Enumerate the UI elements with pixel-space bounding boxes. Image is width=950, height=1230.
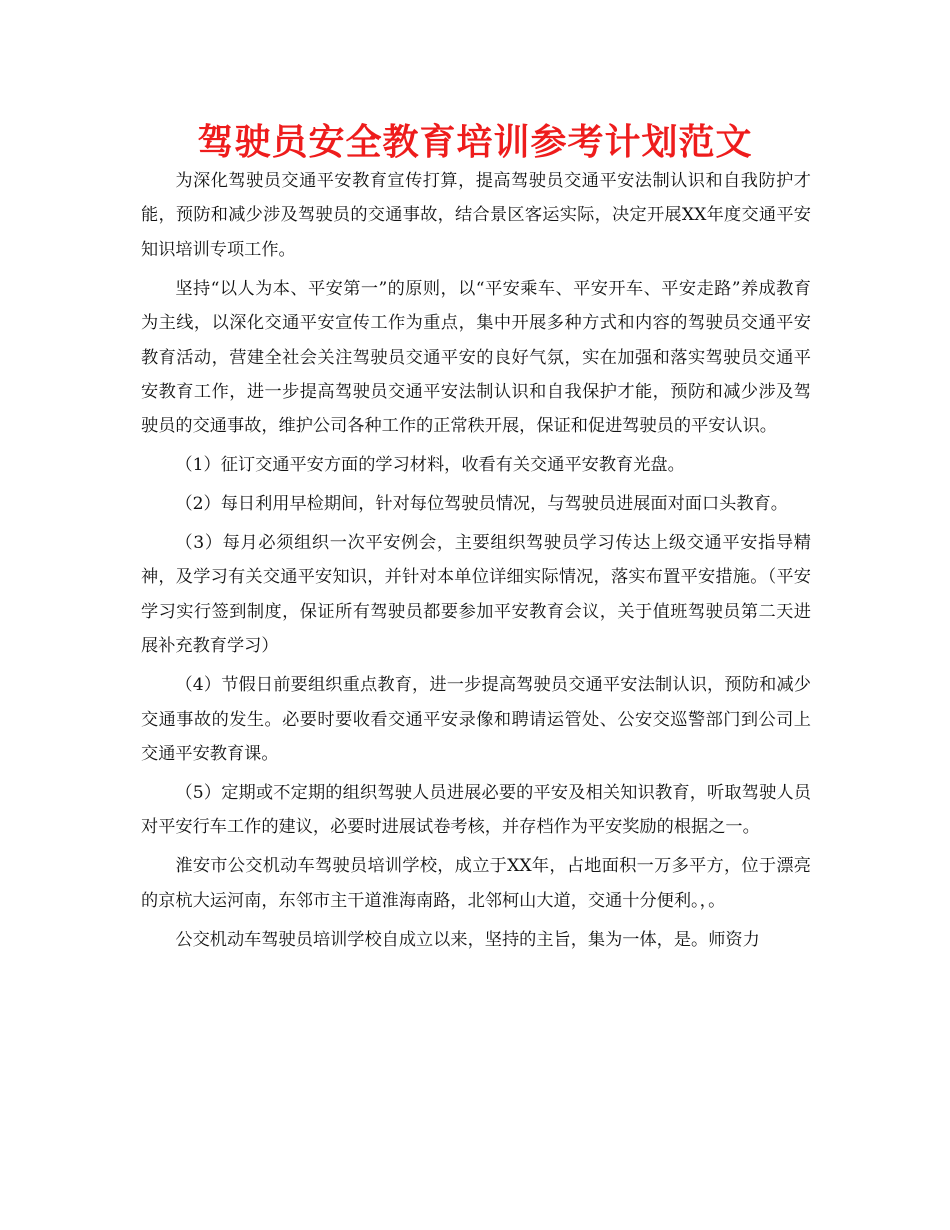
- paragraph-item-1: （1）征订交通平安方面的学习材料，收看有关交通平安教育光盘。: [175, 455, 685, 476]
- paragraph-school-intro: 淮安市公交机动车驾驶员培训学校，成立于XX年，占地面积一万多平方，位于漂亮的京杭大运河南，东邻市主干道淮海南路，北邻柯山大道，交通十分便利。，。: [141, 856, 811, 911]
- paragraph-school-history: 公交机动车驾驶员培训学校自成立以来，坚持的主旨，集为一体，是。师资力: [175, 929, 760, 950]
- paragraph-item-3: （3）每月必须组织一次平安例会，主要组织驾驶员学习传达上级交通平安指导精神，及学习有关交通平安知识，并针对本单位详细实际情况，落实布置平安措施。（平安学习实行签到制度，保证所有驾驶员都要参加平安教育会议，关于值班驾驶员第二天进展补充教育学习）: [141, 533, 811, 657]
- document-title: 驾驶员安全教育培训参考计划范文: [197, 122, 753, 163]
- paragraph-item-4: （4）节假日前要组织重点教育，进一步提高驾驶员交通平安法制认识，预防和减少交通事故的发生。必要时要收看交通平安录像和聘请运管处、公安交巡警部门到公司上交通平安教育课。: [141, 675, 811, 764]
- paragraph-item-5: （5）定期或不定期的组织驾驶人员进展必要的平安及相关知识教育，听取驾驶人员对平安行车工作的建议，必要时进展试卷考核，并存档作为平安奖励的根据之一。: [141, 782, 811, 838]
- paragraph-principle: 坚持“以人为本、平安第一”的原则，以“平安乘车、平安开车、平安走路”养成教育为主线，以深化交通平安宣传工作为重点，集中开展多种方式和内容的驾驶员交通平安教育活动，营建全社会关注驾驶员交通平安的良好气氛，实在加强和落实驾驶员交通平安教育工作，进一步提高驾驶员交通平安法制认识和自我保护才能，预防和减少涉及驾驶员的交通事故，维护公司各种工作的正常秩开展，保证和促进驾驶员的平安认识。: [141, 278, 811, 437]
- document-body: [141, 164, 811, 961]
- paragraph-intro: 为深化驾驶员交通平安教育宣传打算，提高驾驶员交通平安法制认识和自我防护才能，预防和减少涉及驾驶员的交通事故，结合景区客运实际，决定开展XX年度交通平安知识培训专项工作。: [141, 171, 811, 260]
- paragraph-item-2: （2）每日利用早检期间，针对每位驾驶员情况，与驾驶员进展面对面口头教育。: [175, 494, 788, 515]
